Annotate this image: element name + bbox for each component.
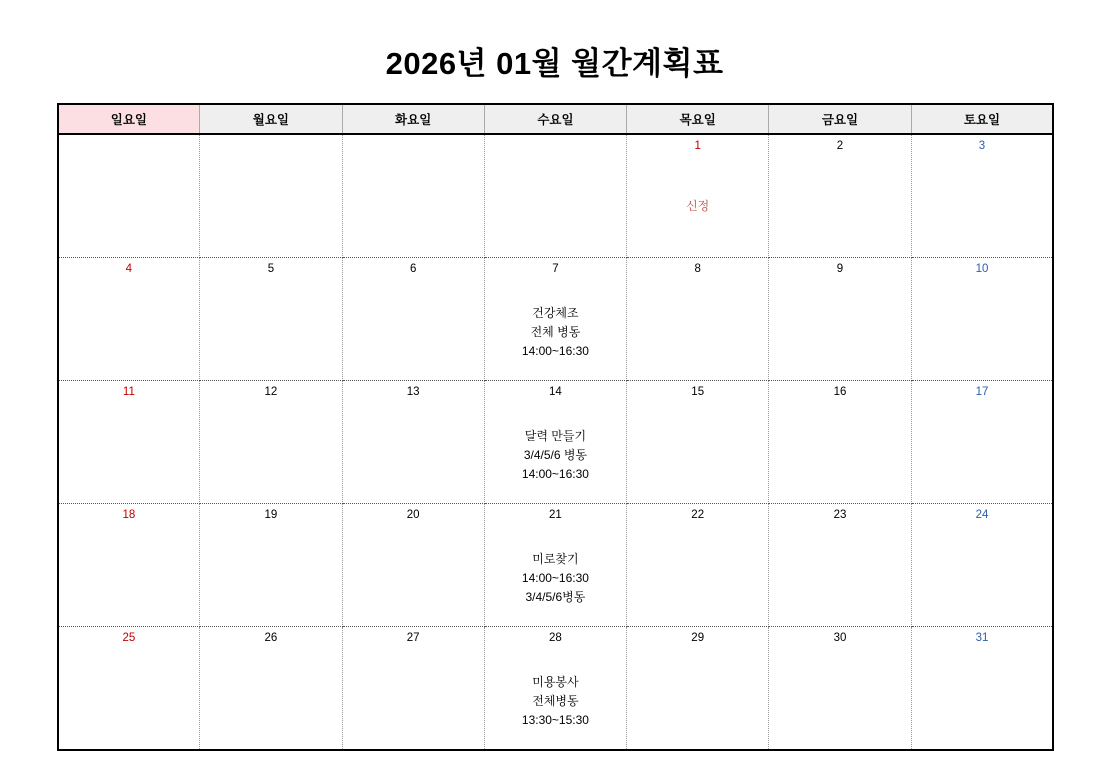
calendar-empty-cell[interactable]: [342, 134, 484, 258]
weekday-header-thursday: 목요일: [627, 104, 769, 134]
calendar-day-cell[interactable]: [627, 504, 769, 627]
day-number: 11: [122, 386, 135, 398]
day-number: 13: [406, 386, 420, 398]
calendar-day-cell[interactable]: [769, 381, 911, 504]
day-number: 31: [975, 632, 989, 644]
calendar-empty-cell[interactable]: [484, 134, 626, 258]
monthly-calendar-table: [57, 103, 1055, 751]
event-line: 미용봉사: [532, 675, 579, 689]
day-number: 19: [264, 509, 278, 521]
event-line: 건강체조: [532, 306, 579, 320]
weekday-header-saturday: 토요일: [911, 104, 1053, 134]
calendar-week-row: [58, 627, 1054, 751]
calendar-day-cell[interactable]: [769, 258, 911, 381]
calendar-day-cell[interactable]: [200, 258, 342, 381]
day-number: 3: [978, 140, 986, 152]
day-number: 28: [549, 632, 562, 644]
day-number: [343, 135, 484, 155]
calendar-day-cell[interactable]: [484, 504, 626, 627]
day-number: 6: [409, 263, 417, 275]
day-number: 7: [552, 263, 559, 275]
day-number: 22: [691, 509, 705, 521]
event-line: 신정: [686, 199, 710, 213]
calendar-day-cell[interactable]: [627, 258, 769, 381]
day-number: 20: [406, 509, 420, 521]
calendar-day-cell[interactable]: [769, 134, 911, 258]
weekday-header-monday: 월요일: [200, 104, 342, 134]
day-events: [485, 278, 626, 361]
calendar-day-cell[interactable]: [58, 258, 200, 381]
calendar-day-cell[interactable]: [484, 627, 626, 751]
calendar-day-cell[interactable]: [200, 504, 342, 627]
day-number: [200, 135, 341, 155]
calendar-day-cell[interactable]: [627, 381, 769, 504]
weekday-header-wednesday: 수요일: [484, 104, 626, 134]
day-number: 27: [406, 632, 420, 644]
calendar-week-row: [58, 258, 1054, 381]
day-number: 29: [691, 632, 705, 644]
calendar-day-cell[interactable]: [911, 627, 1053, 751]
day-number: 9: [836, 263, 844, 275]
day-number: 23: [833, 509, 847, 521]
event-line: 달력 만들기: [524, 429, 587, 443]
calendar-container: [57, 103, 1053, 751]
day-events: [485, 647, 626, 730]
weekday-header-friday: 금요일: [769, 104, 911, 134]
day-number: 5: [267, 263, 275, 275]
day-number: 16: [833, 386, 847, 398]
calendar-day-cell[interactable]: [911, 134, 1053, 258]
event-line: 13:30~15:30: [521, 713, 589, 727]
calendar-day-cell[interactable]: [200, 381, 342, 504]
event-line: 14:00~16:30: [521, 467, 589, 481]
calendar-day-cell[interactable]: [911, 381, 1053, 504]
day-number: 25: [122, 632, 136, 644]
day-events: [627, 155, 768, 216]
calendar-empty-cell[interactable]: [200, 134, 342, 258]
event-line: 14:00~16:30: [521, 571, 589, 585]
event-line: 3/4/5/6 병동: [523, 448, 588, 462]
calendar-day-cell[interactable]: [769, 504, 911, 627]
day-events: [485, 524, 626, 607]
event-line: 전체병동: [532, 694, 579, 708]
calendar-day-cell[interactable]: [484, 258, 626, 381]
day-number: 18: [122, 509, 136, 521]
calendar-day-cell[interactable]: [342, 627, 484, 751]
calendar-day-cell[interactable]: [769, 627, 911, 751]
calendar-day-cell[interactable]: [911, 258, 1053, 381]
calendar-day-cell[interactable]: [627, 134, 769, 258]
day-number: 30: [833, 632, 847, 644]
day-number: 1: [694, 140, 701, 152]
calendar-day-cell[interactable]: [484, 381, 626, 504]
day-number: 24: [975, 509, 989, 521]
day-number: 17: [975, 386, 989, 398]
day-number: 12: [264, 386, 278, 398]
calendar-week-row: [58, 134, 1054, 258]
day-number: 21: [549, 509, 562, 521]
calendar-day-cell[interactable]: [58, 627, 200, 751]
calendar-header-row: [58, 104, 1054, 134]
day-number: [59, 135, 200, 155]
calendar-day-cell[interactable]: [342, 381, 484, 504]
day-number: 4: [125, 263, 133, 275]
day-number: 26: [264, 632, 278, 644]
day-number: 8: [694, 263, 701, 275]
calendar-day-cell[interactable]: [911, 504, 1053, 627]
calendar-day-cell[interactable]: [58, 381, 200, 504]
day-events: [485, 401, 626, 484]
calendar-day-cell[interactable]: [627, 627, 769, 751]
calendar-week-row: [58, 504, 1054, 627]
day-number: 15: [691, 386, 705, 398]
calendar-day-cell[interactable]: [342, 504, 484, 627]
calendar-empty-cell[interactable]: [58, 134, 200, 258]
calendar-week-row: [58, 381, 1054, 504]
weekday-header-tuesday: 화요일: [342, 104, 484, 134]
page-title: 2026년 01월 월간계획표: [385, 46, 724, 81]
day-number: [485, 135, 626, 155]
event-line: 14:00~16:30: [521, 344, 589, 358]
event-line: 전체 병동: [530, 325, 581, 339]
calendar-day-cell[interactable]: [58, 504, 200, 627]
day-number: 10: [975, 263, 989, 275]
day-number: 14: [549, 386, 562, 398]
calendar-day-cell[interactable]: [342, 258, 484, 381]
weekday-header-sunday: 일요일: [58, 104, 200, 134]
event-line: 미로찾기: [532, 552, 579, 566]
calendar-body: [58, 134, 1054, 750]
event-line: 3/4/5/6병동: [525, 590, 586, 604]
day-number: 2: [836, 140, 844, 152]
calendar-day-cell[interactable]: [200, 627, 342, 751]
